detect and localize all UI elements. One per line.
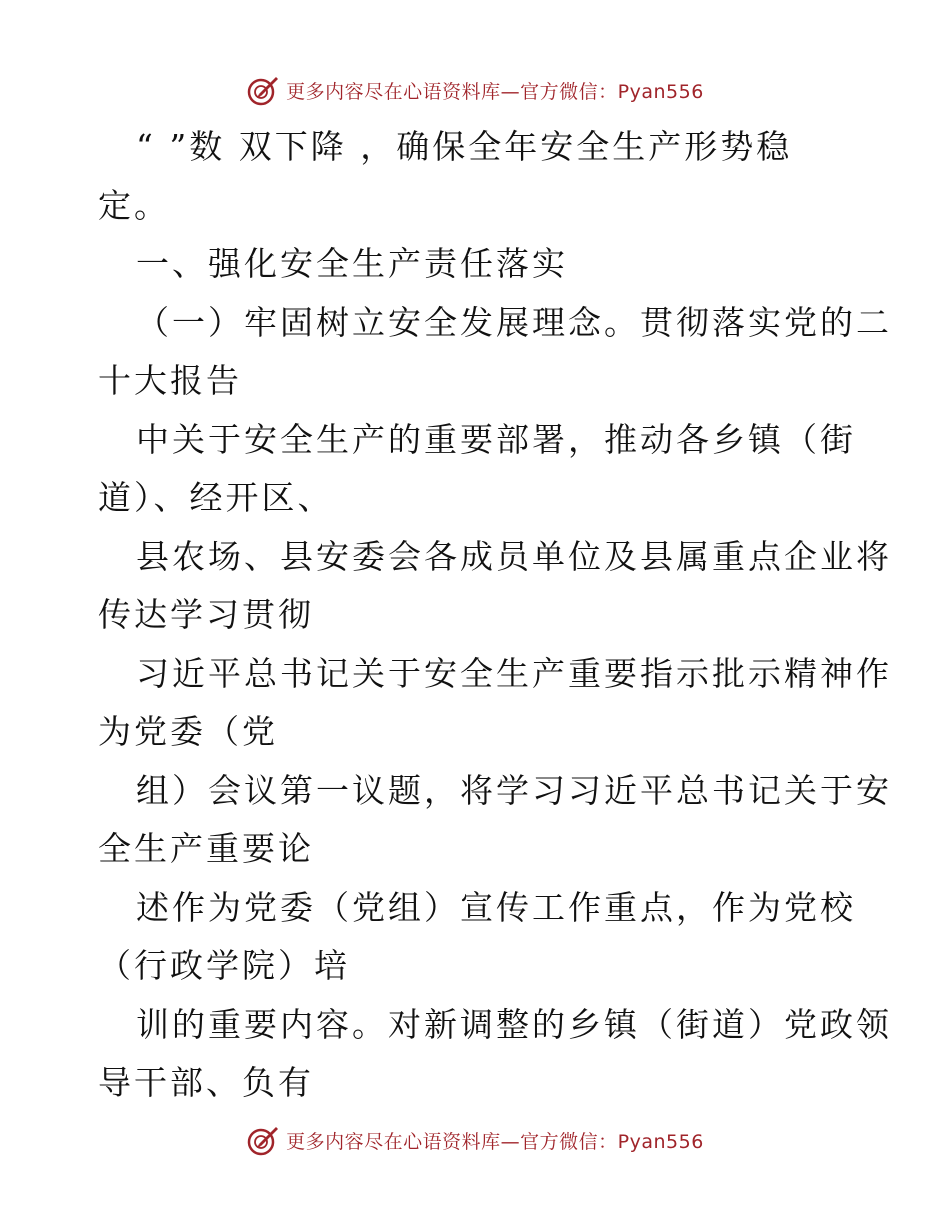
document-line: 为党委（党 <box>98 712 278 751</box>
document-line: （一）牢固树立安全发展理念。贯彻落实党的二 <box>136 302 892 342</box>
footer-banner-text: 更多内容尽在心语资料库—官方微信：Pyan556 <box>286 1130 704 1153</box>
document-line: 习近平总书记关于安全生产重要指示批示精神作 <box>136 653 892 693</box>
document-body <box>98 118 892 1113</box>
document-line: 组）会议第一议题，将学习习近平总书记关于安 <box>136 770 892 810</box>
header-banner <box>0 70 950 110</box>
document-line: 一、强化安全生产责任落实 <box>136 244 568 283</box>
document-line: 传达学习贯彻 <box>98 595 314 634</box>
document-line: 训的重要内容。对新调整的乡镇（街道）党政领 <box>136 1004 892 1044</box>
document-line: （行政学院）培 <box>98 946 350 985</box>
document-line: 导干部、负有 <box>98 1063 314 1102</box>
document-line: 定。 <box>98 185 170 225</box>
header-banner-text: 更多内容尽在心语资料库—官方微信：Pyan556 <box>286 80 704 103</box>
document-line: 县农场、县安委会各成员单位及县属重点企业将 <box>136 536 892 576</box>
pen-logo-icon <box>246 73 280 107</box>
footer-banner <box>0 1120 950 1160</box>
document-line: “ ”数 双下降 ，确保全年安全生产形势稳 <box>136 127 793 166</box>
document-line: 全生产重要论 <box>98 829 314 868</box>
pen-logo-icon <box>246 1123 280 1157</box>
document-line: 中关于安全生产的重要部署，推动各乡镇（街 <box>136 419 856 459</box>
document-line: 述作为党委（党组）宣传工作重点，作为党校 <box>136 887 856 927</box>
document-line: 道）、经开区、 <box>98 478 334 517</box>
document-line: 十大报告 <box>98 361 242 400</box>
